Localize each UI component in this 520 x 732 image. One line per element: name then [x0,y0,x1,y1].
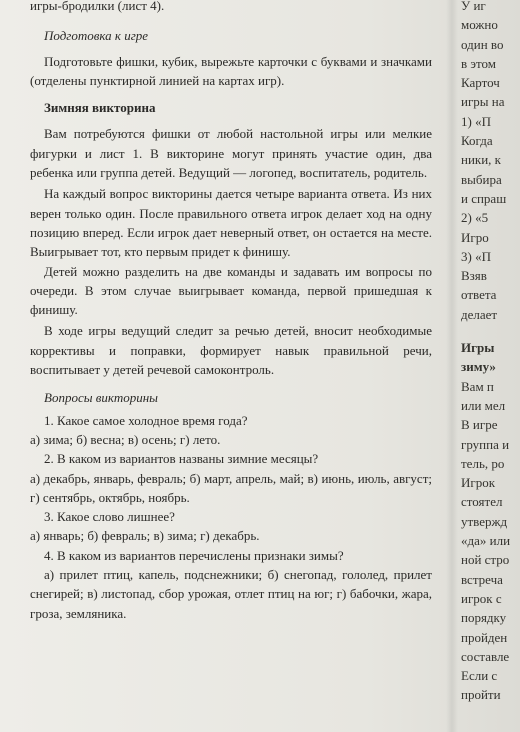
question-answers: а) декабрь, январь, февраль; б) март, апрель, май; в) июнь, июль, август; г) сентябрь, октябрь, ноябрь. [30,470,432,505]
right-line: один во [461,36,504,52]
quiz-paragraph-1: Вам потребуются фишки от любой настольной игры или мелкие фигурки и лист 1. В викторине могут принять участие один, два ребенка или группа детей. Ведущий — логопед, воспитатель, родитель. [30,126,432,181]
right-line: ответа [461,287,497,303]
question-block [30,449,432,507]
question-text: 2. В каком из вариантов названы зимние месяцы? [44,451,319,467]
right-spacer [461,324,520,338]
top-line: игры-бродилки (лист 4). [30,0,165,13]
right-line: утвержд [461,513,508,529]
right-line: делает [461,306,498,322]
right-line: группа и [461,436,510,452]
right-line-heading: Игры [461,340,495,356]
right-line: составле [461,648,510,664]
right-line: Если с [461,668,498,684]
right-line-heading: зиму» [461,359,496,375]
right-column-cut [461,0,520,705]
right-line: в этом [461,55,496,71]
right-line: ной стро [461,552,510,568]
right-line: выбира [461,171,502,187]
questions-heading: Вопросы викторины [44,390,158,406]
question-block [30,507,432,546]
right-line: Игрок [461,475,496,491]
quiz-paragraph-4: В ходе игры ведущий следит за речью детей, вносит необходимые коррективы и поправки, формирует навык правильной речи, воспитывает у детей речевой самоконтроль. [30,323,432,378]
left-column [30,0,432,623]
right-line: игрок с [461,590,502,606]
right-line: Взяв [461,268,487,284]
question-text: 4. В каком из вариантов перечислены признаки зимы? [44,547,344,563]
right-line: встреча [461,571,503,587]
question-answers: а) зима; б) весна; в) осень; г) лето. [30,431,221,447]
right-line: стоятел [461,494,503,510]
right-line: Вам п [461,378,494,394]
prep-text: Подготовьте фишки, кубик, вырежьте карточки с буквами и значками (отделены пунктирной линией на картах игр). [30,53,432,88]
page-gutter [446,0,458,732]
question-answers: а) январь; б) февраль; в) зима; г) декабрь. [30,528,260,544]
question-text: 3. Какое слово лишнее? [44,509,175,525]
right-line: В игре [461,417,498,433]
right-line: «да» или [461,533,511,549]
right-line: Карточ [461,75,500,91]
right-line: 3) «П [461,248,491,264]
right-line: Когда [461,133,493,149]
right-line: тель, ро [461,455,505,471]
right-line: ники, к [461,152,502,168]
questions-list [30,411,432,623]
question-text: 1. Какое самое холодное время года? [44,412,248,428]
right-line: У иг [461,0,486,13]
quiz-heading: Зимняя викторина [44,100,156,116]
question-answers: а) прилет птиц, капель, подснежники; б) снегопад, гололед, прилет снегирей; в) листопад, сбор урожая, отлет птиц на юг; г) бабочки, жара, гроза, земляника. [30,567,432,621]
quiz-paragraph-3: Детей можно разделить на две команды и задавать им вопросы по очереди. В этом случае выигрывает команда, первой пришедшая к финишу. [30,263,432,318]
question-block [30,546,432,623]
right-line: или мел [461,397,506,413]
prep-heading: Подготовка к игре [44,28,149,44]
right-line: пройден [461,629,508,645]
quiz-paragraph-2: На каждый вопрос викторины дается четыре варианта ответа. Из них верен только один. После правильного ответа игрок делает ход на одну позицию вперед. Если игрок дает неверный ответ, он остается на месте. Выигрывает тот, кто первым придет к финишу. [30,186,432,260]
right-line: 2) «5 [461,210,489,226]
right-line: 1) «П [461,113,491,129]
question-block [30,411,432,450]
right-line: пройти [461,687,501,703]
right-line: порядку [461,610,507,626]
right-line: и спраш [461,190,507,206]
right-line: игры на [461,94,505,110]
right-line: можно [461,17,498,33]
right-line: Игро [461,229,489,245]
